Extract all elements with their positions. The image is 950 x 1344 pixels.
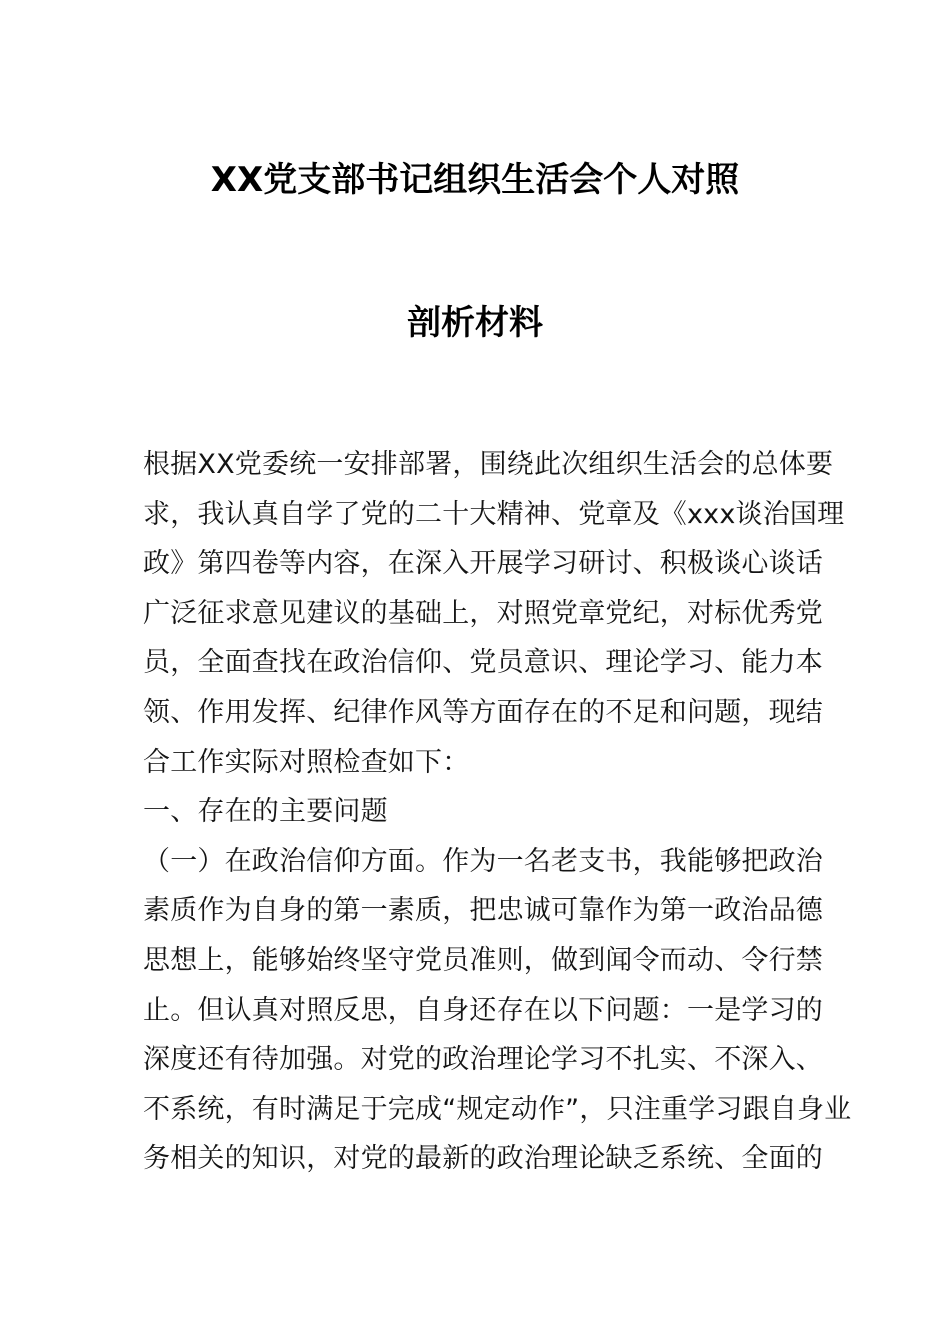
body-line: 求，我认真自学了党的二十大精神、党章及《xxx谈治国理 [143, 498, 845, 530]
body-line: 思想上，能够始终坚守党员准则，做到闻令而动、令行禁 [143, 944, 823, 976]
body-line: 止。但认真对照反思，自身还存在以下问题：一是学习的 [143, 994, 823, 1026]
body-line: 素质作为自身的第一素质，把忠诚可靠作为第一政治品德 [143, 895, 823, 927]
section-heading: 一、存在的主要问题 [143, 796, 388, 828]
body-line: 广泛征求意见建议的基础上，对照党章党纪，对标优秀党 [143, 597, 823, 629]
body-line: 不系统，有时满足于完成“规定动作”，只注重学习跟自身业 [143, 1093, 852, 1125]
body-line: 合工作实际对照检查如下： [143, 746, 470, 778]
document-body [143, 440, 852, 1184]
body-line: 政》第四卷等内容，在深入开展学习研讨、积极谈心谈话 [143, 548, 823, 580]
body-line: 根据XX党委统一安排部署，围绕此次组织生活会的总体要 [143, 449, 834, 480]
body-line: 深度还有待加强。对党的政治理论学习不扎实、不深入、 [143, 1044, 823, 1076]
body-line: （一）在政治信仰方面。作为一名老支书，我能够把政治 [143, 845, 823, 877]
body-line: 员，全面查找在政治信仰、党员意识、理论学习、能力本 [143, 647, 823, 679]
body-line: 务相关的知识，对党的最新的政治理论缺乏系统、全面的 [143, 1143, 823, 1175]
document-title-line-2: 剖析材料 [407, 303, 543, 343]
document-title-line-1: XX党支部书记组织生活会个人对照 [210, 160, 740, 200]
body-line: 领、作用发挥、纪律作风等方面存在的不足和问题，现结 [143, 696, 823, 728]
